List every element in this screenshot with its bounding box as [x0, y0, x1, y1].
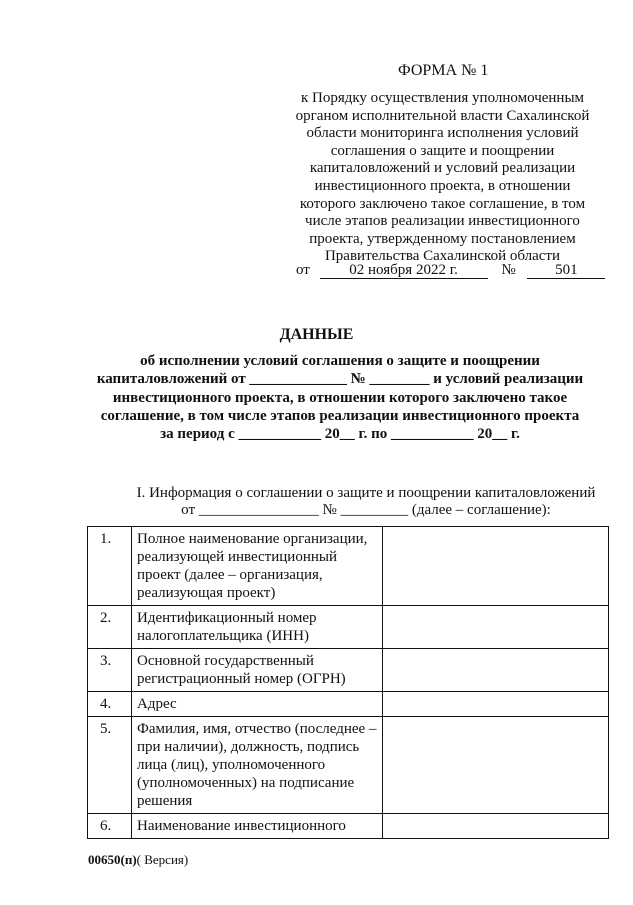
row-value[interactable]: [383, 692, 609, 717]
reference-line: числе этапов реализации инвестиционного: [305, 213, 580, 230]
table-row: [88, 717, 609, 814]
row-number: 4.: [88, 692, 132, 717]
table-row: [88, 527, 609, 606]
subtitle-line: соглашение, в том числе этапов реализации инвестиционного проекта: [100, 407, 580, 424]
table-row: [88, 649, 609, 692]
document-footer: [88, 852, 188, 868]
number-prefix: №: [501, 262, 516, 278]
subtitle-line: за период с ___________ 20__ г. по ___________ 20__ г.: [160, 426, 520, 443]
document-code: 00650(п): [88, 852, 137, 867]
document-title: ДАННЫЕ: [279, 326, 354, 343]
decree-date: 02 ноября 2022 г.: [320, 263, 488, 279]
form-title: ФОРМА № 1: [398, 62, 489, 79]
row-label: Полное наименование организации, реализующей инвестиционный проект (далее – организация, реализующая проект): [132, 527, 383, 606]
date-prefix: от: [296, 262, 310, 278]
reference-line: к Порядку осуществления уполномоченным: [300, 90, 585, 106]
subtitle-line: инвестиционного проекта, в отношении которого заключено такое: [112, 389, 568, 406]
reference-line: проекта, утвержденному постановлением: [309, 230, 576, 247]
section-subtitle: от ________________ № _________ (далее – соглашение):: [181, 502, 551, 518]
row-label: Основной государственный регистрационный номер (ОГРН): [132, 649, 383, 692]
table-row: [88, 814, 609, 839]
decree-date-line: [296, 262, 605, 279]
reference-line: области мониторинга исполнения условий: [306, 125, 579, 142]
document-subtitle: [70, 352, 610, 443]
document-version: ( Версия): [136, 852, 189, 867]
reference-line: соглашения о защите и поощрении: [330, 142, 555, 159]
row-number: 6.: [88, 814, 132, 839]
row-number: 2.: [88, 606, 132, 649]
reference-line: органом исполнительной власти Сахалинской: [295, 107, 590, 124]
row-number: 1.: [88, 527, 132, 606]
row-label: Адрес: [132, 692, 383, 717]
row-value[interactable]: [383, 527, 609, 606]
table-row: [88, 606, 609, 649]
subtitle-line: об исполнении условий соглашения о защите и поощрении: [140, 353, 540, 369]
decree-number: 501: [527, 263, 605, 279]
subtitle-line: капиталовложений от _____________ № ________ и условий реализации: [96, 371, 584, 388]
reference-line: инвестиционного проекта, в отношении: [314, 177, 571, 194]
reference-line: капиталовложений и условий реализации: [309, 160, 576, 177]
section-title: I. Информация о соглашении о защите и поощрении капиталовложений: [136, 485, 596, 501]
agreement-info-table: [87, 526, 609, 839]
reference-line: Правительства Сахалинской области: [324, 248, 561, 265]
row-value[interactable]: [383, 814, 609, 839]
row-value[interactable]: [383, 649, 609, 692]
row-label: Фамилия, имя, отчество (последнее – при наличии), должность, подпись лица (лиц), уполномоченного (уполномоченных) на подписание решения: [132, 717, 383, 814]
row-value[interactable]: [383, 606, 609, 649]
reference-line: которого заключено такое соглашение, в том: [299, 195, 586, 212]
table-row: [88, 692, 609, 717]
form-reference-block: [290, 90, 595, 266]
row-value[interactable]: [383, 717, 609, 814]
row-label: Идентификационный номер налогоплательщика (ИНН): [132, 606, 383, 649]
row-label: Наименование инвестиционного: [132, 814, 383, 839]
row-number: 5.: [88, 717, 132, 814]
section-heading: [116, 485, 616, 519]
row-number: 3.: [88, 649, 132, 692]
